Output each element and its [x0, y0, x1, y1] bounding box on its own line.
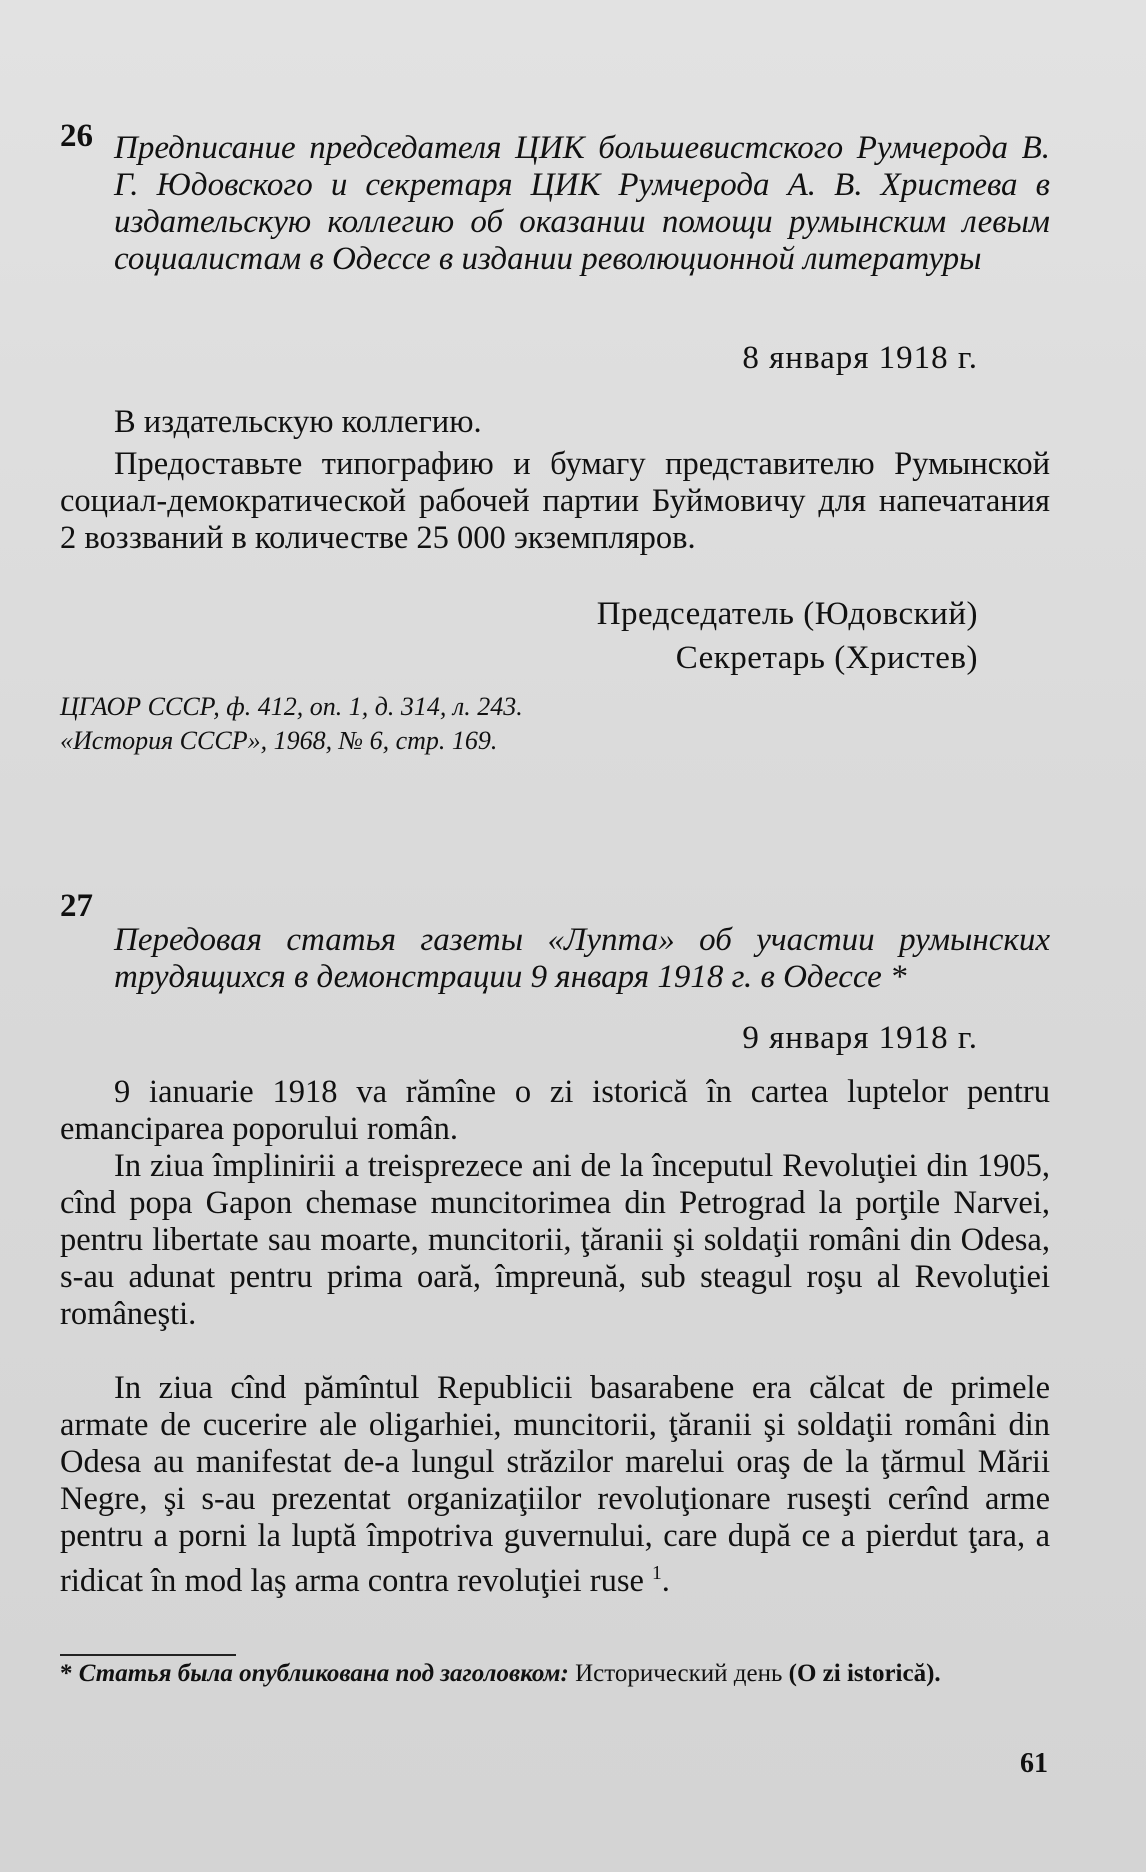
- footnote-italic-text: Статья была опубликована под заголовком:: [78, 1660, 569, 1687]
- doc26-body: Предоставьте типографию и бумагу представителю Румынской социал-демократической рабочей партии Буймовичу для напечатания 2 воззваний в количестве 25 000 экземпляров.: [60, 446, 1050, 556]
- doc26-source-archive: ЦГАОР СССР, ф. 412, оп. 1, д. 314, л. 243.: [60, 692, 523, 721]
- doc26-date: 8 января 1918 г.: [742, 340, 978, 376]
- footnote-plain-text: Исторический день: [575, 1660, 783, 1687]
- doc26-title: Предписание председателя ЦИК большевистского Румчерода В. Г. Юдовского и секретаря ЦИК Румчерода А. В. Христева в издательскую коллегию об оказании помощи румынским левым социалистам в Одессе в издании революционной литературы: [114, 130, 1050, 277]
- footnote-marker: *: [60, 1660, 73, 1687]
- doc27-number: 27: [60, 888, 93, 924]
- doc27-paragraph-1: 9 ianuarie 1918 va rămîne o zi istorică în cartea luptelor pentru emanciparea poporului român.: [60, 1074, 1050, 1147]
- doc27-paragraph-3-end: .: [661, 1562, 670, 1599]
- doc27-paragraph-3-text: In ziua cînd pămîntul Republicii basarabene era călcat de primele armate de cucerire ale oligarhiei, muncitorii, ţăranii şi soldaţii români din Odesa au manifestat de-a lungul străzilor marelui oraş de la ţărmul Mării Negre, şi s-au prezentat organizaţiilor revoluţionare ruseşti cerînd arme pentru a porni la luptă împotriva guvernului, care după ce a pierdut ţara, a ridicat în mod laş arma contra revoluţiei ruse: [60, 1370, 1050, 1599]
- doc27-paragraph-3: [60, 1370, 1050, 1600]
- footnote-divider: [60, 1654, 236, 1656]
- footnote-reference: 1: [652, 1563, 662, 1584]
- footnote: [60, 1658, 1050, 1690]
- doc27-date: 9 января 1918 г.: [742, 1020, 978, 1056]
- doc26-signature-chair: Председатель (Юдовский): [596, 596, 978, 632]
- doc27-title: Передовая статья газеты «Лупта» об участии румынских трудящихся в демонстрации 9 января 1918 г. в Одессе *: [114, 922, 1050, 995]
- doc26-source-journal: «История СССР», 1968, № 6, стр. 169.: [60, 726, 498, 755]
- doc26-address: В издательскую коллегию.: [114, 404, 482, 440]
- page-number: 61: [1020, 1748, 1048, 1779]
- doc26-signature-secretary: Секретарь (Христев): [675, 640, 978, 676]
- doc26-number: 26: [60, 118, 93, 154]
- doc27-paragraph-2: In ziua împlinirii a treisprezece ani de la începutul Revoluţiei din 1905, cînd popa Gapon chemase muncitorimea din Petrograd la porţile Narvei, pentru libertate sau moarte, muncitorii, ţăranii şi soldaţii români din Odesa, s-au adunat pentru prima oară, împreună, sub steagul roşu al Revoluţiei româneşti.: [60, 1148, 1050, 1332]
- footnote-bold-text: (O zi istorică).: [788, 1660, 941, 1687]
